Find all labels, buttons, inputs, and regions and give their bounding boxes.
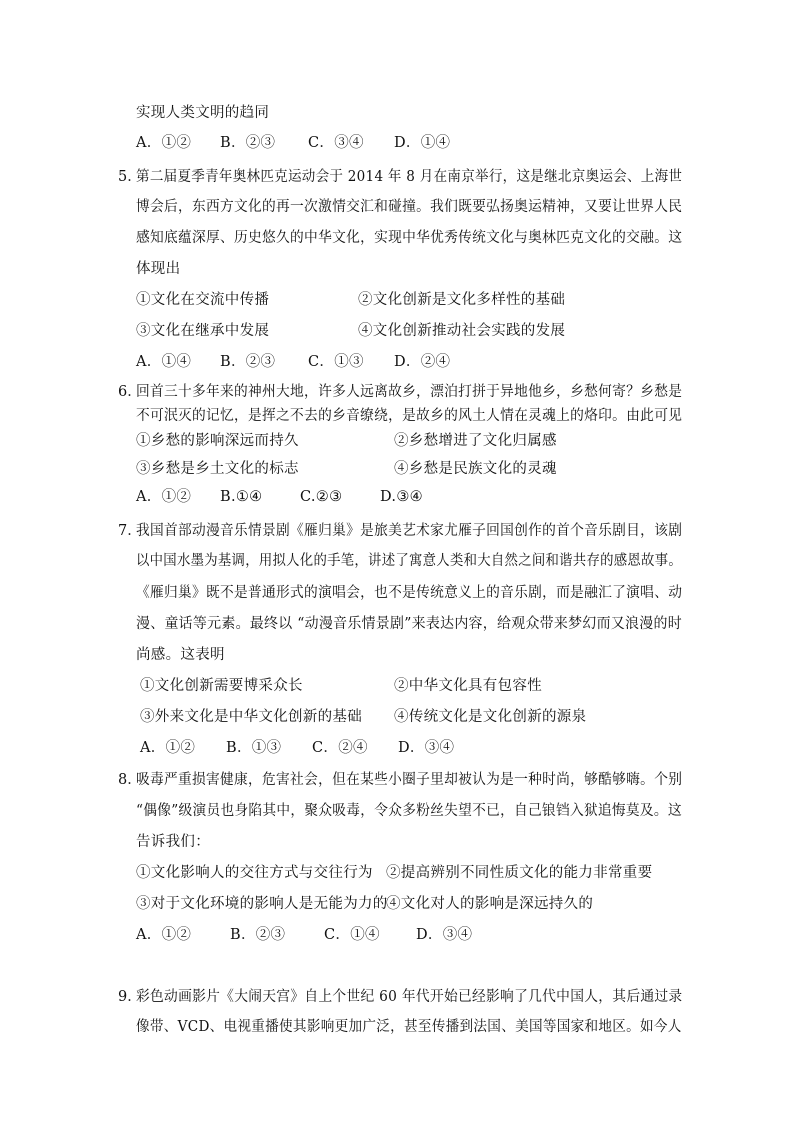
- q5-option-2: ②文化创新是文化多样性的基础: [358, 292, 566, 308]
- q6-option-4: ④乡愁是民族文化的灵魂: [394, 461, 557, 477]
- q6-stem-line-1: 回首三十多年来的神州大地，许多人远离故乡，漂泊打拼于异地他乡，乡愁何寄？乡愁是: [136, 384, 683, 400]
- q8-answer-c: C．①④: [324, 927, 380, 943]
- q6-stem-line-2: 不可泯灭的记忆，是挥之不去的乡音缭绕，是故乡的风土人情在灵魂上的烙印。由此可见: [136, 408, 683, 424]
- q7-option-1: ①文化创新需要博采众长: [140, 678, 303, 694]
- q6-answer-c: C.②③: [300, 489, 343, 505]
- q5-option-1: ①文化在交流中传播: [136, 292, 270, 308]
- q9-stem-line-2: 像带、VCD、电视重播使其影响更加广泛，甚至传播到法国、美国等国家和地区。如今人: [136, 1019, 682, 1035]
- q5-answer-b: B．②③: [220, 354, 276, 370]
- q7-answer-a: A．①②: [140, 740, 196, 756]
- q4-stem-continuation: 实现人类文明的趋同: [136, 105, 270, 121]
- q6-answer-d: D.③④: [380, 489, 423, 505]
- q7-stem-line-2: 以中国水墨为基调，用拟人化的手笔，讲述了寓意人类和大自然之间和谐共存的感恩故事。: [136, 553, 683, 569]
- q5-answer-d: D．②④: [394, 354, 451, 370]
- q5-stem-line-4: 体现出: [136, 261, 181, 277]
- q4-answer-a: A．①②: [136, 135, 192, 151]
- q8-stem-line-1: 吸毒严重损害健康，危害社会，但在某些小圈子里却被认为是一种时尚，够酷够嗨。个别: [136, 772, 683, 788]
- q6-number: 6．: [118, 384, 142, 400]
- q7-answer-d: D．③④: [398, 740, 455, 756]
- q7-answer-c: C．②④: [312, 740, 368, 756]
- q5-option-4: ④文化创新推动社会实践的发展: [358, 323, 566, 339]
- q7-option-3: ③外来文化是中华文化创新的基础: [140, 709, 362, 725]
- q8-option-3: ③对于文化环境的影响人是无能为力的: [136, 896, 388, 912]
- q8-stem-line-3: 告诉我们：: [136, 834, 210, 850]
- q5-option-3: ③文化在继承中发展: [136, 323, 270, 339]
- q4-answer-c: C．③④: [308, 135, 364, 151]
- q5-stem-line-3: 感知底蕴深厚、历史悠久的中华文化，实现中华优秀传统文化与奥林匹克文化的交融。这: [136, 230, 683, 246]
- q5-stem-line-2: 博会后，东西方文化的再一次激情交汇和碰撞。我们既要弘扬奥运精神，又要让世界人民: [136, 199, 683, 215]
- q8-option-1: ①文化影响人的交往方式与交往行为: [136, 865, 373, 881]
- q8-option-2: ②提高辨别不同性质文化的能力非常重要: [386, 865, 653, 881]
- q7-option-4: ④传统文化是文化创新的源泉: [394, 709, 587, 725]
- q6-option-1: ①乡愁的影响深远而持久: [136, 433, 299, 449]
- q5-answer-c: C．①③: [308, 354, 364, 370]
- q6-option-3: ③乡愁是乡土文化的标志: [136, 461, 299, 477]
- q5-stem-line-1: 第二届夏季青年奥林匹克运动会于 2014 年 8 月在南京举行，这是继北京奥运会、上海世: [136, 169, 683, 185]
- q6-answer-b: B.①④: [220, 489, 263, 505]
- q9-stem-line-1: 彩色动画影片《大闹天宫》自上个世纪 60 年代开始已经影响了几代中国人，其后通过录: [136, 989, 683, 1005]
- q6-answer-a: A．①②: [136, 489, 192, 505]
- q7-answer-b: B．①③: [226, 740, 282, 756]
- q9-number: 9．: [118, 989, 142, 1005]
- q4-answer-b: B．②③: [220, 135, 276, 151]
- q7-stem-line-5: 尚感。这表明: [136, 647, 225, 663]
- q5-number: 5．: [118, 169, 142, 185]
- q5-answer-a: A．①④: [136, 354, 192, 370]
- q8-number: 8．: [118, 772, 142, 788]
- q8-stem-line-2: “偶像”级演员也身陷其中，聚众吸毒，令众多粉丝失望不已，自己锒铛入狱追悔莫及。这: [136, 803, 682, 819]
- q7-stem-line-3: 《雁归巢》既不是普通形式的演唱会，也不是传统意义上的音乐剧，而是融汇了演唱、动: [136, 585, 683, 601]
- q8-answer-d: D．③④: [416, 927, 473, 943]
- q4-answer-d: D．①④: [394, 135, 451, 151]
- q8-answer-b: B．②③: [230, 927, 286, 943]
- q6-option-2: ②乡愁增进了文化归属感: [394, 433, 557, 449]
- q7-number: 7．: [118, 523, 142, 539]
- q8-option-4: ④文化对人的影响是深远持久的: [386, 896, 594, 912]
- q7-stem-line-4: 漫、童话等元素。最终以 “动漫音乐情景剧”来表达内容，给观众带来梦幻而又浪漫的时: [136, 616, 682, 632]
- q7-stem-line-1: 我国首部动漫音乐情景剧《雁归巢》是旅美艺术家尤雁子回国创作的首个音乐剧目，该剧: [136, 523, 683, 539]
- q7-option-2: ②中华文化具有包容性: [394, 678, 542, 694]
- q8-answer-a: A．①②: [136, 927, 192, 943]
